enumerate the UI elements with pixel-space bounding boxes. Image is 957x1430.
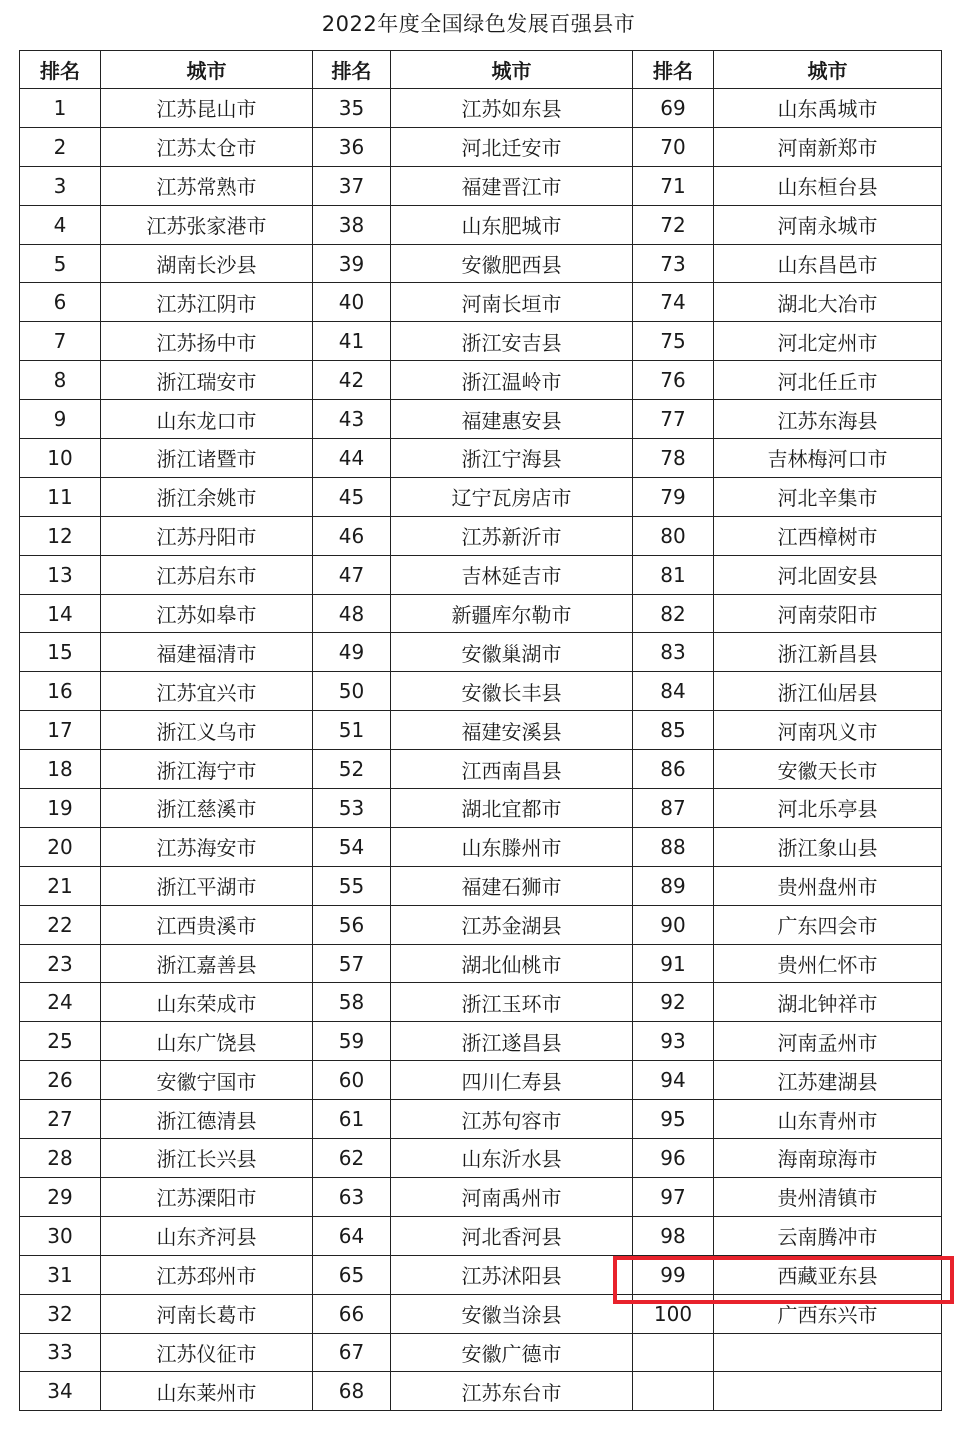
table-row (20, 711, 942, 750)
city-cell: 江苏仪征市 (101, 1333, 313, 1372)
city-cell: 云南腾冲市 (714, 1216, 942, 1255)
table-row (20, 1216, 942, 1255)
rank-cell: 76 (633, 361, 714, 400)
city-cell: 浙江仙居县 (714, 672, 942, 711)
rank-cell: 69 (633, 89, 714, 128)
city-cell: 贵州清镇市 (714, 1177, 942, 1216)
city-cell: 浙江嘉善县 (101, 944, 313, 983)
table-row (20, 205, 942, 244)
rank-cell: 89 (633, 866, 714, 905)
header-row (20, 51, 942, 89)
table-row (20, 944, 942, 983)
ranking-table (19, 50, 942, 1411)
rank-cell: 18 (20, 750, 101, 789)
city-cell: 福建安溪县 (391, 711, 633, 750)
rank-cell: 79 (633, 477, 714, 516)
city-cell: 山东齐河县 (101, 1216, 313, 1255)
city-cell: 山东莱州市 (101, 1372, 313, 1411)
rank-cell: 100 (633, 1294, 714, 1333)
rank-cell: 19 (20, 789, 101, 828)
table-row (20, 633, 942, 672)
rank-cell: 25 (20, 1022, 101, 1061)
city-cell: 山东昌邑市 (714, 244, 942, 283)
city-cell: 贵州仁怀市 (714, 944, 942, 983)
rank-cell: 41 (313, 322, 391, 361)
rank-cell: 17 (20, 711, 101, 750)
rank-cell: 34 (20, 1372, 101, 1411)
city-cell: 河北辛集市 (714, 477, 942, 516)
ranking-body (20, 89, 942, 1411)
rank-cell: 55 (313, 866, 391, 905)
rank-cell: 58 (313, 983, 391, 1022)
city-cell: 江苏宜兴市 (101, 672, 313, 711)
rank-cell: 99 (633, 1255, 714, 1294)
city-cell: 新疆库尔勒市 (391, 594, 633, 633)
rank-cell: 16 (20, 672, 101, 711)
rank-cell: 96 (633, 1139, 714, 1178)
city-cell: 河北乐亭县 (714, 789, 942, 828)
city-cell: 江苏海安市 (101, 827, 313, 866)
city-cell: 浙江诸暨市 (101, 439, 313, 478)
city-cell: 浙江德清县 (101, 1100, 313, 1139)
rank-cell: 23 (20, 944, 101, 983)
rank-cell: 78 (633, 439, 714, 478)
city-cell: 福建福清市 (101, 633, 313, 672)
rank-cell: 28 (20, 1139, 101, 1178)
rank-cell: 60 (313, 1061, 391, 1100)
city-cell: 浙江海宁市 (101, 750, 313, 789)
city-cell: 山东肥城市 (391, 205, 633, 244)
city-cell: 江苏如皋市 (101, 594, 313, 633)
table-row (20, 322, 942, 361)
city-cell: 浙江余姚市 (101, 477, 313, 516)
rank-cell: 57 (313, 944, 391, 983)
rank-cell: 1 (20, 89, 101, 128)
rank-cell: 54 (313, 827, 391, 866)
rank-cell: 97 (633, 1177, 714, 1216)
rank-cell: 32 (20, 1294, 101, 1333)
rank-cell (633, 1333, 714, 1372)
rank-cell: 2 (20, 127, 101, 166)
city-cell: 浙江瑞安市 (101, 361, 313, 400)
rank-cell: 53 (313, 789, 391, 828)
rank-cell: 21 (20, 866, 101, 905)
city-cell: 山东青州市 (714, 1100, 942, 1139)
city-cell: 山东桓台县 (714, 166, 942, 205)
city-cell: 贵州盘州市 (714, 866, 942, 905)
city-cell: 安徽广德市 (391, 1333, 633, 1372)
rank-cell: 71 (633, 166, 714, 205)
city-cell: 河北固安县 (714, 555, 942, 594)
rank-cell: 7 (20, 322, 101, 361)
rank-cell: 3 (20, 166, 101, 205)
rank-cell: 10 (20, 439, 101, 478)
rank-cell: 50 (313, 672, 391, 711)
rank-cell: 29 (20, 1177, 101, 1216)
rank-cell: 82 (633, 594, 714, 633)
table-row (20, 983, 942, 1022)
rank-cell: 86 (633, 750, 714, 789)
city-cell: 江苏沭阳县 (391, 1255, 633, 1294)
table-row (20, 166, 942, 205)
city-cell: 安徽宁国市 (101, 1061, 313, 1100)
rank-cell: 20 (20, 827, 101, 866)
rank-cell: 98 (633, 1216, 714, 1255)
city-cell: 安徽长丰县 (391, 672, 633, 711)
table-row (20, 439, 942, 478)
city-cell: 江苏扬中市 (101, 322, 313, 361)
rank-cell: 72 (633, 205, 714, 244)
city-cell: 江苏昆山市 (101, 89, 313, 128)
city-cell: 河南荥阳市 (714, 594, 942, 633)
city-cell: 河南永城市 (714, 205, 942, 244)
rank-cell: 5 (20, 244, 101, 283)
city-cell: 福建惠安县 (391, 400, 633, 439)
header-city: 城市 (714, 51, 942, 89)
rank-cell: 88 (633, 827, 714, 866)
table-row (20, 244, 942, 283)
rank-cell: 30 (20, 1216, 101, 1255)
rank-cell: 85 (633, 711, 714, 750)
city-cell: 山东广饶县 (101, 1022, 313, 1061)
rank-cell: 27 (20, 1100, 101, 1139)
rank-cell: 40 (313, 283, 391, 322)
rank-cell: 77 (633, 400, 714, 439)
table-row (20, 750, 942, 789)
rank-cell: 67 (313, 1333, 391, 1372)
table-row (20, 400, 942, 439)
city-cell: 河南禹州市 (391, 1177, 633, 1216)
rank-cell: 65 (313, 1255, 391, 1294)
city-cell: 江苏常熟市 (101, 166, 313, 205)
city-cell: 山东禹城市 (714, 89, 942, 128)
rank-cell: 63 (313, 1177, 391, 1216)
table-row (20, 789, 942, 828)
rank-cell (633, 1372, 714, 1411)
table-row (20, 1100, 942, 1139)
table-row (20, 555, 942, 594)
city-cell: 江西南昌县 (391, 750, 633, 789)
city-cell: 安徽肥西县 (391, 244, 633, 283)
city-cell: 安徽天长市 (714, 750, 942, 789)
city-cell: 山东荣成市 (101, 983, 313, 1022)
city-cell: 安徽巢湖市 (391, 633, 633, 672)
city-cell: 河南长垣市 (391, 283, 633, 322)
rank-cell: 48 (313, 594, 391, 633)
rank-cell: 39 (313, 244, 391, 283)
city-cell: 浙江玉环市 (391, 983, 633, 1022)
table-row (20, 477, 942, 516)
rank-cell: 62 (313, 1139, 391, 1178)
rank-cell: 6 (20, 283, 101, 322)
city-cell: 浙江平湖市 (101, 866, 313, 905)
rank-cell: 91 (633, 944, 714, 983)
city-cell: 山东滕州市 (391, 827, 633, 866)
rank-cell: 95 (633, 1100, 714, 1139)
rank-cell: 9 (20, 400, 101, 439)
rank-cell: 11 (20, 477, 101, 516)
rank-cell: 44 (313, 439, 391, 478)
table-row (20, 89, 942, 128)
table-row (20, 1022, 942, 1061)
rank-cell: 73 (633, 244, 714, 283)
rank-cell: 24 (20, 983, 101, 1022)
city-cell: 湖南长沙县 (101, 244, 313, 283)
rank-cell: 83 (633, 633, 714, 672)
rank-cell: 47 (313, 555, 391, 594)
city-cell: 江苏建湖县 (714, 1061, 942, 1100)
rank-cell: 37 (313, 166, 391, 205)
rank-cell: 33 (20, 1333, 101, 1372)
header-rank: 排名 (313, 51, 391, 89)
table-row (20, 1333, 942, 1372)
rank-cell: 12 (20, 516, 101, 555)
city-cell: 湖北仙桃市 (391, 944, 633, 983)
rank-cell: 51 (313, 711, 391, 750)
rank-cell: 80 (633, 516, 714, 555)
rank-cell: 31 (20, 1255, 101, 1294)
city-cell: 河北香河县 (391, 1216, 633, 1255)
table-row (20, 594, 942, 633)
rank-cell: 87 (633, 789, 714, 828)
table-row (20, 361, 942, 400)
rank-cell: 13 (20, 555, 101, 594)
highlight-box (613, 1256, 954, 1304)
rank-cell: 42 (313, 361, 391, 400)
rank-cell: 14 (20, 594, 101, 633)
city-cell: 山东龙口市 (101, 400, 313, 439)
city-cell: 浙江象山县 (714, 827, 942, 866)
city-cell: 河南新郑市 (714, 127, 942, 166)
city-cell: 河南长葛市 (101, 1294, 313, 1333)
city-cell (714, 1333, 942, 1372)
city-cell: 浙江温岭市 (391, 361, 633, 400)
city-cell: 福建石狮市 (391, 866, 633, 905)
city-cell: 江苏丹阳市 (101, 516, 313, 555)
city-cell: 江苏邳州市 (101, 1255, 313, 1294)
city-cell: 浙江安吉县 (391, 322, 633, 361)
city-cell: 江苏张家港市 (101, 205, 313, 244)
city-cell: 江苏金湖县 (391, 905, 633, 944)
rank-cell: 93 (633, 1022, 714, 1061)
rank-cell: 36 (313, 127, 391, 166)
rank-cell: 81 (633, 555, 714, 594)
city-cell: 湖北钟祥市 (714, 983, 942, 1022)
city-cell: 河北任丘市 (714, 361, 942, 400)
rank-cell: 52 (313, 750, 391, 789)
rank-cell: 90 (633, 905, 714, 944)
rank-cell: 45 (313, 477, 391, 516)
city-cell: 安徽当涂县 (391, 1294, 633, 1333)
rank-cell: 64 (313, 1216, 391, 1255)
page-title: 2022年度全国绿色发展百强县市 (321, 12, 636, 36)
city-cell: 广东四会市 (714, 905, 942, 944)
city-cell: 广西东兴市 (714, 1294, 942, 1333)
header-city: 城市 (101, 51, 313, 89)
table-row (20, 127, 942, 166)
rank-cell: 74 (633, 283, 714, 322)
header-rank: 排名 (633, 51, 714, 89)
rank-cell: 43 (313, 400, 391, 439)
rank-cell: 68 (313, 1372, 391, 1411)
table-row (20, 1372, 942, 1411)
city-cell: 江西贵溪市 (101, 905, 313, 944)
city-cell: 吉林梅河口市 (714, 439, 942, 478)
rank-cell: 8 (20, 361, 101, 400)
rank-cell: 94 (633, 1061, 714, 1100)
table-row (20, 866, 942, 905)
table-row (20, 516, 942, 555)
rank-cell: 66 (313, 1294, 391, 1333)
city-cell: 湖北大冶市 (714, 283, 942, 322)
city-cell (714, 1372, 942, 1411)
city-cell: 浙江长兴县 (101, 1139, 313, 1178)
city-cell: 福建晋江市 (391, 166, 633, 205)
city-cell: 江苏东台市 (391, 1372, 633, 1411)
city-cell: 江苏如东县 (391, 89, 633, 128)
city-cell: 河南巩义市 (714, 711, 942, 750)
rank-cell: 61 (313, 1100, 391, 1139)
city-cell: 河北定州市 (714, 322, 942, 361)
rank-cell: 46 (313, 516, 391, 555)
table-row (20, 827, 942, 866)
header-rank: 排名 (20, 51, 101, 89)
city-cell: 江苏江阴市 (101, 283, 313, 322)
city-cell: 江苏启东市 (101, 555, 313, 594)
rank-cell: 26 (20, 1061, 101, 1100)
city-cell: 浙江宁海县 (391, 439, 633, 478)
rank-cell: 70 (633, 127, 714, 166)
city-cell: 浙江慈溪市 (101, 789, 313, 828)
rank-cell: 35 (313, 89, 391, 128)
city-cell: 江苏东海县 (714, 400, 942, 439)
table-row (20, 905, 942, 944)
table-row (20, 1061, 942, 1100)
table-row (20, 672, 942, 711)
table-row (20, 1177, 942, 1216)
city-cell: 浙江义乌市 (101, 711, 313, 750)
table-row (20, 1139, 942, 1178)
city-cell: 河南孟州市 (714, 1022, 942, 1061)
city-cell: 西藏亚东县 (714, 1255, 942, 1294)
rank-cell: 56 (313, 905, 391, 944)
city-cell: 江西樟树市 (714, 516, 942, 555)
rank-cell: 15 (20, 633, 101, 672)
rank-cell: 4 (20, 205, 101, 244)
city-cell: 河北迁安市 (391, 127, 633, 166)
city-cell: 四川仁寿县 (391, 1061, 633, 1100)
header-city: 城市 (391, 51, 633, 89)
city-cell: 海南琼海市 (714, 1139, 942, 1178)
rank-cell: 49 (313, 633, 391, 672)
city-cell: 江苏新沂市 (391, 516, 633, 555)
city-cell: 浙江新昌县 (714, 633, 942, 672)
city-cell: 江苏句容市 (391, 1100, 633, 1139)
rank-cell: 59 (313, 1022, 391, 1061)
rank-cell: 38 (313, 205, 391, 244)
city-cell: 湖北宜都市 (391, 789, 633, 828)
city-cell: 浙江遂昌县 (391, 1022, 633, 1061)
rank-cell: 84 (633, 672, 714, 711)
rank-cell: 75 (633, 322, 714, 361)
table-row (20, 283, 942, 322)
rank-cell: 92 (633, 983, 714, 1022)
rank-cell: 22 (20, 905, 101, 944)
city-cell: 江苏太仓市 (101, 127, 313, 166)
city-cell: 辽宁瓦房店市 (391, 477, 633, 516)
city-cell: 山东沂水县 (391, 1139, 633, 1178)
city-cell: 江苏溧阳市 (101, 1177, 313, 1216)
city-cell: 吉林延吉市 (391, 555, 633, 594)
